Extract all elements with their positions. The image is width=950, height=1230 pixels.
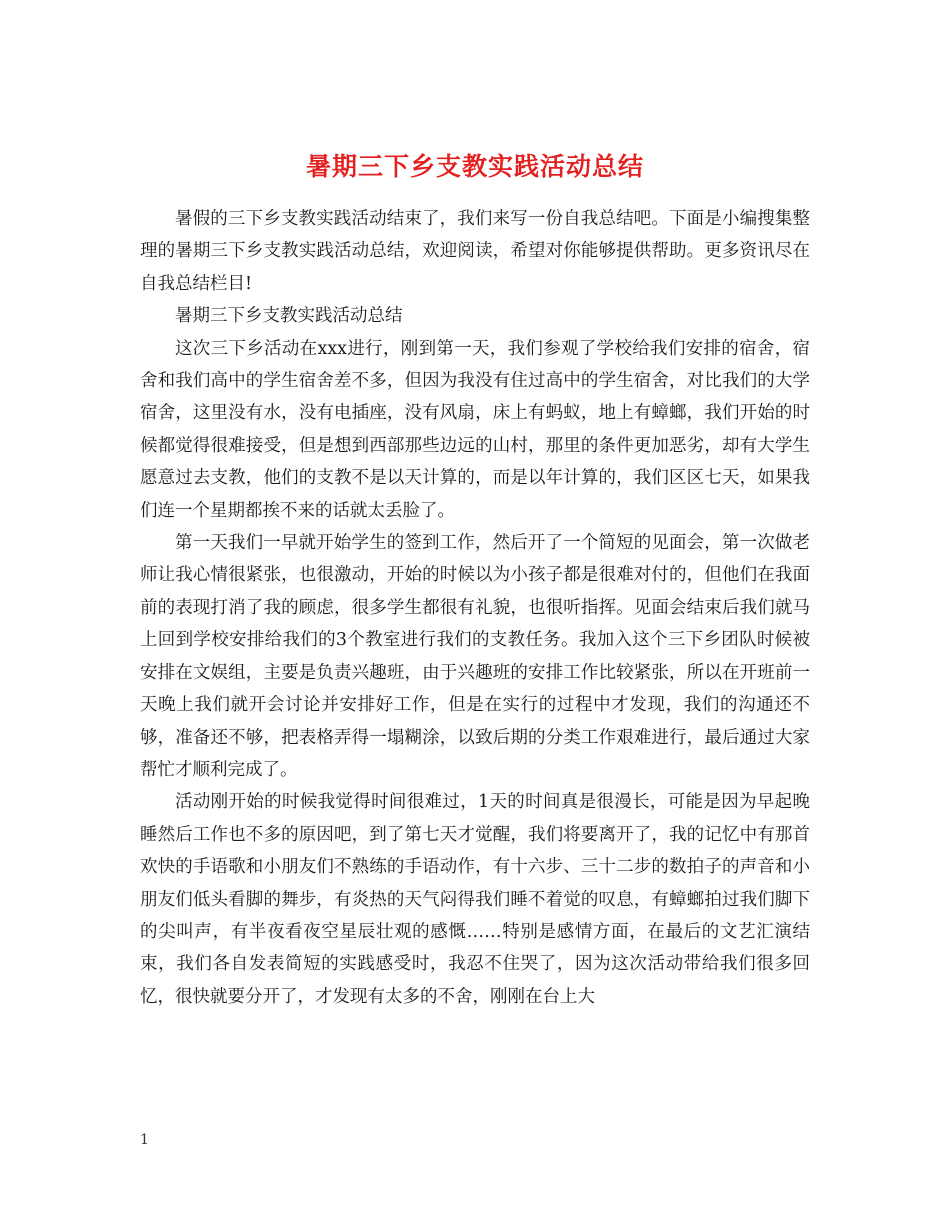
paragraph-memories: 活动刚开始的时候我觉得时间很难过，1天的时间真是很漫长，可能是因为早起晚睡然后工作也不多的原因吧，到了第七天才觉醒，我们将要离开了，我的记忆中有那首欢快的手语歌和小朋友们不熟练的手语动作，有十六步、三十二步的数拍子的声音和小朋友们低头看脚的舞步，有炎热的天气闷得我们睡不着觉的叹息，有蟑螂拍过我们脚下的尖叫声，有半夜看夜空星辰壮观的感慨……特别是感情方面，在最后的文艺汇演结束，我们各自发表简短的实践感受时，我忍不住哭了，因为这次活动带给我们很多回忆，很快就要分开了，才发现有太多的不舍，刚刚在台上大 xyxy=(140,792,810,1007)
paragraph-subtitle: 暑期三下乡支教实践活动总结 xyxy=(175,306,403,327)
paragraph-intro: 暑假的三下乡支教实践活动结束了，我们来写一份自我总结吧。下面是小编搜集整理的暑期三下乡支教实践活动总结，欢迎阅读，希望对你能够提供帮助。更多资讯尽在自我总结栏目! xyxy=(140,209,810,294)
document-body xyxy=(140,203,810,1013)
paragraph-first-day: 第一天我们一早就开始学生的签到工作，然后开了一个简短的见面会，第一次做老师让我心情很紧张，也很激动，开始的时候以为小孩子都是很难对付的，但他们在我面前的表现打消了我的顾虑，很多学生都很有礼貌，也很听指挥。见面会结束后我们就马上回到学校安排给我们的3个教室进行我们的支教任务。我加入这个三下乡团队时候被安排在文娱组，主要是负责兴趣班，由于兴趣班的安排工作比较紧张，所以在开班前一天晚上我们就开会讨论并安排好工作，但是在实行的过程中才发现，我们的沟通还不够，准备还不够，把表格弄得一塌糊涂，以致后期的分类工作艰难进行，最后通过大家帮忙才顺利完成了。 xyxy=(140,533,810,780)
document-title: 暑期三下乡支教实践活动总结 xyxy=(305,151,644,181)
page-number: 1 xyxy=(140,1132,149,1148)
paragraph-dormitory: 这次三下乡活动在xxx进行，刚到第一天，我们参观了学校给我们安排的宿舍，宿舍和我们高中的学生宿舍差不多，但因为我没有住过高中的学生宿舍，对比我们的大学宿舍，这里没有水，没有电插座，没有风扇，床上有蚂蚁，地上有蟑螂，我们开始的时候都觉得很难接受，但是想到西部那些边远的山村，那里的条件更加恶劣，却有大学生愿意过去支教，他们的支教不是以天计算的，而是以年计算的，我们区区七天，如果我们连一个星期都挨不来的话就太丢脸了。 xyxy=(140,338,810,521)
